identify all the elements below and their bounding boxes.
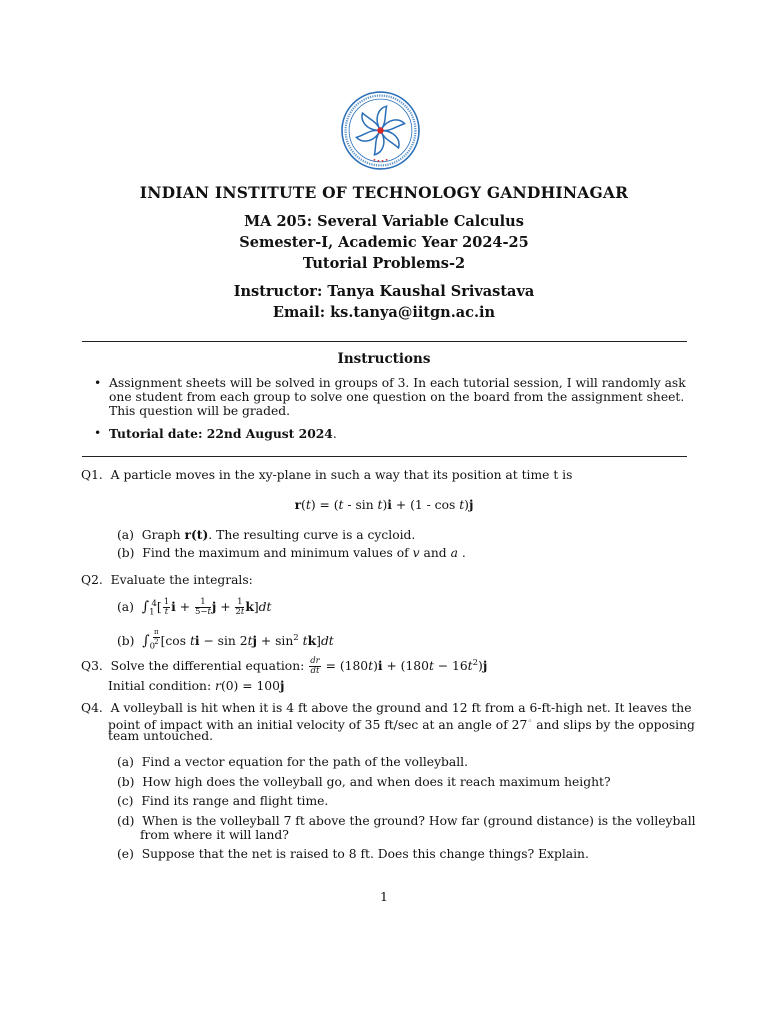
q4-part-e: (e) Suppose that the net is raised to 8 ft. Does this change things? Explain. [117,847,589,861]
divider-bottom [82,456,687,457]
question-text: Evaluate the integrals: [110,573,253,587]
tutorial-title: Tutorial Problems-2 [302,255,466,272]
instruction-text: Assignment sheets will be solved in groups of 3. In each tutorial session, I will randomly ask one student from each group to solve one question on the board from the assignment sheet. This question will be graded. [109,376,686,418]
initial-condition: Initial condition: r(0) = 100j [108,678,285,693]
instructor-line: Instructor: Tanya Kaushal Srivastava [233,283,535,300]
email-line: Email: ks.tanya@iitgn.ac.in [272,304,496,321]
question-number: Q3. [81,659,103,674]
divider-top [82,341,687,342]
page-number: 1 [380,889,388,904]
position-equation: r(t) = (t - sin t)i + (1 - cos t)j [294,497,474,512]
question-2 [81,574,253,588]
course-title: MA 205: Several Variable Calculus [244,213,524,230]
document-page: INDIAN INSTITUTE OF TECHNOLOGY GANDHINAGAR MA 205: Several Variable Calculus Semester-I, Academic Year 2024-25 Tutorial Problems-2 Instructor: Tanya Kaushal Srivastava Email: ks.tanya@iitgn.ac.in Instructions • Assignment sheets will be solved in groups of 3. In each tutorial session, I will randomly ask one student from each group to solve one question on the board from the assignment sheet. This question will be graded. • Tutorial date: 22nd August 2024. Q1. A particle moves in the xy-plane in such a way that its position at time t is r(t) = (t - sin t)i + (1 - cos t)j (a) Graph r(t). The resulting curve is a cycloid. (b) Find the maximum and minimum values of v and a . Q2. Evaluate the integrals: (a) $\int_1^4$[ $\frac{1}{t}$ i + $\frac{1}{5-t}$ j + $\frac{1}{2t}$ k]dt (b) $\int_0$ $^{\frac{\pi}{2}}$ [cos ti − $\sin 2tj + \sin^2 tk]dt$ Q3. Solve the differential equation: $\frac{dr}{dt}$ = $(180t)i + (180t - 16t^2)j$ Initial condition: r(0) = 100j Q4. A volleyball is hit when it is 4 ft above the ground and 12 ft from a 6-ft-high net. It leaves the point of impact with an initial velocity of 35 ft/sec at an angle of 27◦ and slips by the opposing team untouched. (a) Find a vector equation for the path of the volleyball. (b) How high does the volleyball go, and when does it reach maximum height? (c) Find its range and flight time. (d) When is the volleyball 7 ft above the ground? How far (ground distance) is the volleyball from where it will land? (e) Suppose that the net is raised to 8 ft. Does this change things? Explain. 1 [0,0,768,1024]
question-number: Q4. [81,701,103,715]
question-number: Q2. [81,573,103,587]
tutorial-date: Tutorial date: 22nd August 2024 [109,426,333,441]
question-1 [81,469,572,483]
q4-part-d: (d) When is the volleyball 7 ft above the ground? How far (ground distance) is the volleyball [117,814,696,828]
question-4-line: point of impact with an initial velocity of 35 ft/sec at an angle of 27◦ and slips by the opposing [108,717,695,733]
q2-part-b: (b) $\int_0$ $^{\frac{\pi}{2}}$ [cos ti − $\sin 2tj + \sin^2 tk]dt$ [117,628,334,652]
question-4-line: team untouched. [108,729,214,743]
question-3: Q3. Solve the differential equation: $\frac{dr}{dt}$ = $(180t)i + (180t - 16t^2)j$ [81,656,488,677]
semester-line: Semester-I, Academic Year 2024-25 [239,234,529,251]
q4-part-c: (c) Find its range and flight time. [117,794,329,808]
q4-part-a: (a) Find a vector equation for the path of the volleyball. [117,755,469,769]
question-text: A volleyball is hit when it is 4 ft above the ground and 12 ft from a 6-ft-high net. It leaves the [110,701,692,715]
question-text: Solve the differential equation: [110,659,305,674]
bullet-icon: • [94,376,102,390]
q4-part-b: (b) How high does the volleyball go, and when does it reach maximum height? [117,775,611,789]
institute-logo [340,90,421,171]
question-text: A particle moves in the xy-plane in such a way that its position at time t is [110,468,573,482]
question-4 [81,702,692,716]
q2-part-a: (a) $\int_1^4$[ $\frac{1}{t}$ i + $\frac{1}{5-t}$ j + $\frac{1}{2t}$ k]dt [117,597,272,618]
q4-part-d-cont: from where it will land? [140,828,289,842]
q1-part-b: (b) Find the maximum and minimum values of v and a . [117,546,466,560]
institute-name: INDIAN INSTITUTE OF TECHNOLOGY GANDHINAGAR [139,183,629,202]
question-number: Q1. [81,468,103,482]
q1-part-a: (a) Graph r(t). The resulting curve is a cycloid. [117,527,416,542]
instructions-title: Instructions [337,351,431,367]
bullet-icon: • [94,426,102,440]
